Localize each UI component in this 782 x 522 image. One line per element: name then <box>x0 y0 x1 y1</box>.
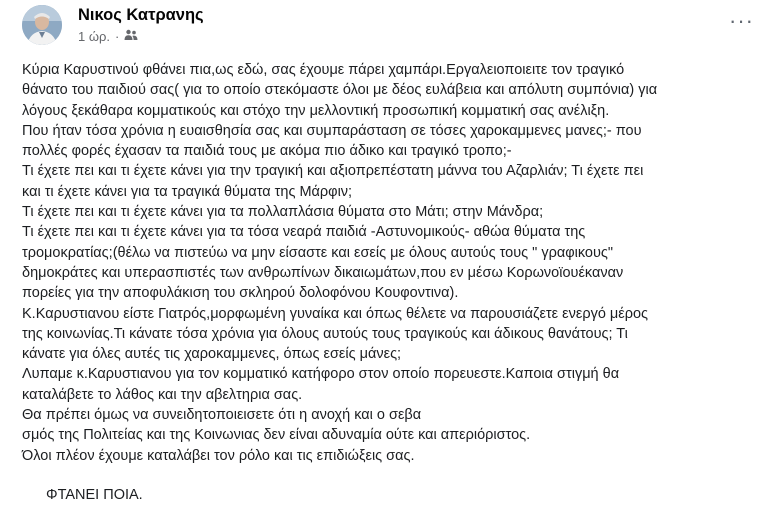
post-line: Κύρια Καρυστινού φθάνει πια,ως εδώ, σας έχουμε πάρει χαμπάρι.Εργαλειοποιειτε τον τραγικό <box>22 62 625 78</box>
post-line: Κ.Καρυστιανου είστε Γιατρός,μορφωμένη γυναίκα και όπως θέλετε να παρουσιάζετε ενεργό μέρος <box>22 305 649 322</box>
author-name[interactable]: Νικος Κατρανης <box>78 6 204 24</box>
post-line: Όλοι πλέον έχουμε καταλάβει τον ρόλο και τις επιδιώξεις σας. <box>22 447 415 464</box>
post-line: Θα πρέπει όμως να συνειδητοποιεισετε ότι η ανοχή και ο σεβα <box>22 407 422 424</box>
post-line: της κοινωνίας.Τι κάνατε τόσα χρόνια για όλους αυτούς τους τραγικούς και άδικους θανάτους; Τι <box>22 325 628 342</box>
post-line: Που ήταν τόσα χρόνια η ευαισθησία σας και συμπαράσταση σε τόσες χαροκαμμενες μανες;- που <box>22 122 642 139</box>
post-meta <box>78 29 138 44</box>
post-line: Τι έχετε πει και τι έχετε κάνει για την τραγική και αξιοπρεπέστατη μάννα του Αζαρλιάν; Τι έχετε πει <box>22 163 644 180</box>
post-line: λόγους ξεκάθαρα κομματικούς και στόχο την μελλοντική προσωπική κομματική σας ανέλιξη. <box>22 102 610 119</box>
post-header <box>16 2 766 48</box>
post-line: Τι έχετε πει και τι έχετε κάνει για τα τόσα νεαρά παιδιά -Αστυνομικούς- αθώα θύματα της <box>22 224 586 241</box>
more-options-icon[interactable]: ··· <box>729 8 754 33</box>
post-body <box>22 60 772 466</box>
post-line: σμός της Πολιτείας και της Κοινωνιας δεν είναι αδυναμία ούτε και απεριόριστος. <box>22 427 531 444</box>
post-line: Τι έχετε πει και τι έχετε κάνει για τα πολλαπλάσια θύματα στο Μάτι; στην Μάνδρα; <box>22 204 544 221</box>
post-line: κάνατε για όλες αυτές τις χαροκαμμενες, όπως εσείς μάνες; <box>22 346 402 363</box>
post-time[interactable]: 1 ώρ. <box>78 29 110 44</box>
post-line: πορείες για την αποφυλάκιση του σκληρού δολοφόνου Κουφοντινα). <box>22 285 459 302</box>
post-line: τρομοκρατίας;(θέλω να πιστεύω να μην είσαστε και εσείς με όλους αυτούς τους " γραφικους" <box>22 244 614 261</box>
post-line: και τι έχετε κάνει για τα τραγικά θύματα της Μάρφιν; <box>22 183 353 200</box>
post-closing-line: ΦΤΑΝΕΙ ΠΟΙΑ. <box>46 487 143 503</box>
post-line: πολλές φορές έχασαν τα παιδιά τους με ακόμα πιο άδικο και τραγικό τροπο;- <box>22 143 512 160</box>
meta-separator: · <box>115 29 120 44</box>
post-line: δημοκράτες και υπερασπιστές των ανθρωπίνων δικαιωμάτων,που εν μέσω Κορωνοϊουέκαναν <box>22 264 624 281</box>
post-line: θάνατο του παιδιού σας( για το οποίο στεκόμαστε όλοι με δέος ευλάβεια και απόλυτη συμπόνια) για <box>22 82 658 99</box>
post-line: Λυπαμε κ.Καρυστιανου για τον κομματικό κατήφορο στον οποίο πορευεστε.Καποια στιγμή θα <box>22 366 620 383</box>
avatar[interactable] <box>22 5 62 45</box>
friends-icon[interactable] <box>124 29 138 44</box>
profile-photo-icon <box>22 5 62 45</box>
post-line: καταλάβετε το λάθος και την αβελτηρια σας. <box>22 386 303 403</box>
